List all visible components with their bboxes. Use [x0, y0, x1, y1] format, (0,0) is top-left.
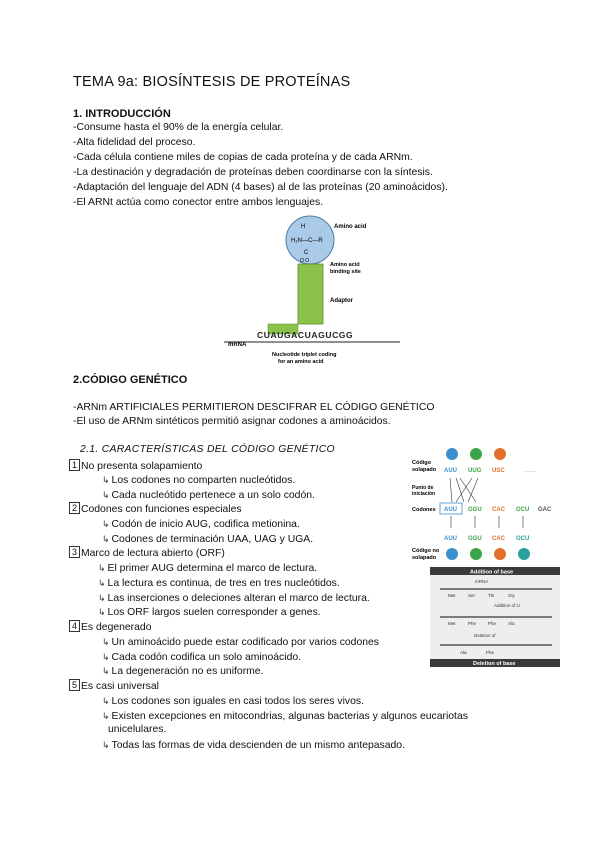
svg-text:GCU: GCU: [516, 507, 530, 513]
svg-text:H₂N—C—R: H₂N—C—R: [291, 238, 323, 244]
arrow-icon: ↳: [98, 607, 106, 617]
subsection-heading: 2.1. CARACTERÍSTICAS DEL CÓDIGO GENÉTICO: [80, 444, 335, 455]
caption-line-1: Nucleotide triplet coding: [272, 352, 337, 358]
adaptor-label: Adaptor: [330, 298, 353, 304]
bullet-item: ↳ Los codones son iguales en casi todos los seres vivos.: [102, 696, 364, 707]
item-text: Marco de lectura abierto (ORF): [81, 548, 225, 559]
code-line: -El uso de ARNm sintéticos permitió asignar codones a aminoácidos.: [73, 416, 391, 427]
svg-text:CAC: CAC: [492, 536, 505, 542]
bullet-item: ↳ Codón de inicio AUG, codifica metionina.: [102, 519, 300, 530]
arrow-icon: ↳: [102, 534, 110, 544]
bullet-item: ↳ Los codones no comparten nucleótidos.: [102, 475, 296, 486]
arrow-icon: ↳: [98, 593, 106, 603]
svg-text:Phe: Phe: [488, 621, 497, 626]
arrow-icon: ↳: [102, 652, 110, 662]
arrow-icon: ↳: [102, 519, 110, 529]
item-number: 1: [69, 459, 80, 471]
item-text: Codones con funciones especiales: [81, 504, 242, 515]
svg-text:Gly: Gly: [508, 593, 515, 598]
item-text: Es degenerado: [81, 622, 152, 633]
svg-text:Met: Met: [448, 621, 456, 626]
svg-text:Phe: Phe: [468, 621, 477, 626]
code-line: -ARNm ARTIFICIALES PERMITIERON DESCIFRAR EL CÓDIGO GENÉTICO: [73, 402, 435, 413]
svg-text:GCU: GCU: [516, 536, 530, 542]
section-heading-code: 2.CÓDIGO GENÉTICO: [73, 374, 188, 386]
svg-text:CAC: CAC: [492, 507, 505, 513]
svg-text:AUU: AUU: [444, 536, 457, 542]
bullet-item: ↳ Todas las formas de vida descienden de un mismo antepasado.: [102, 740, 405, 751]
arrow-icon: ↳: [102, 696, 110, 706]
svg-text:Thr: Thr: [488, 593, 495, 598]
codon-overlap-figure: [408, 442, 558, 564]
numbered-item: [69, 679, 159, 695]
item-text: Es casi universal: [81, 681, 159, 692]
bullet-item: ↳ Las inserciones o deleciones alteran el marco de lectura.: [98, 593, 370, 604]
intro-line: -Adaptación del lenguaje del ADN (4 bases) al de las proteínas (20 aminoácidos).: [73, 182, 448, 193]
arrow-icon: ↳: [102, 666, 110, 676]
arrow-icon: ↳: [102, 475, 110, 485]
svg-text:AUU: AUU: [444, 468, 457, 474]
arrow-icon: ↳: [102, 490, 110, 500]
svg-text:mRNA: mRNA: [475, 579, 489, 584]
svg-text:solapado: solapado: [412, 555, 437, 561]
svg-text:solapado: solapado: [412, 467, 437, 473]
mrna-bases: CUAUGACUAGUCGG: [257, 330, 354, 340]
svg-text:Ser: Ser: [468, 593, 476, 598]
item-number: 2: [69, 502, 80, 514]
intro-line: -Consume hasta el 90% de la energía celular.: [73, 122, 284, 133]
section-heading-intro: 1. INTRODUCCIÓN: [73, 108, 171, 120]
svg-text:Ala: Ala: [508, 621, 515, 626]
item-text: No presenta solapamiento: [81, 461, 203, 472]
bullet-item: ↳ Cada nucleótido pertenece a un solo codón.: [102, 490, 315, 501]
svg-text:C: C: [304, 250, 309, 256]
mrna-label: mRNA: [228, 342, 247, 348]
svg-text:Ala: Ala: [460, 650, 467, 655]
svg-text:Addition of base: Addition of base: [470, 569, 514, 576]
svg-text:Phe: Phe: [486, 650, 495, 655]
bullet-item: ↳ La degeneración no es uniforme.: [102, 666, 264, 677]
svg-text:Código no: Código no: [412, 548, 440, 554]
svg-text:GGU: GGU: [468, 507, 482, 513]
bullet-item: ↳ La lectura es continua, de tres en tres nucleótidos.: [98, 578, 340, 589]
arrow-icon: ↳: [98, 578, 106, 588]
bullet-item: ↳ Los ORF largos suelen corresponder a genes.: [98, 607, 321, 618]
intro-line: -Cada célula contiene miles de copias de cada proteína y de cada ARNm.: [73, 152, 413, 163]
bullet-item-continuation: unicelulares.: [108, 724, 167, 735]
svg-text:iniciación: iniciación: [412, 491, 436, 497]
svg-text:Código: Código: [412, 460, 431, 466]
item-number: 3: [69, 546, 80, 558]
binding-site-label-1: Amino acid: [330, 262, 360, 268]
svg-text:Met: Met: [448, 593, 456, 598]
arrow-icon: ↳: [102, 740, 110, 750]
svg-text:Codones: Codones: [412, 507, 436, 513]
svg-text:GGU: GGU: [468, 536, 482, 542]
item-number: 4: [69, 620, 80, 632]
caption-line-2: for an amino acid: [278, 359, 324, 364]
bullet-item: ↳ Existen excepciones en mitocondrias, algunas bacterias y algunos eucariotas: [102, 711, 468, 722]
intro-line: -La destinación y degradación de proteínas deben coordinarse con la síntesis.: [73, 167, 433, 178]
intro-line: -Alta fidelidad del proceso.: [73, 137, 196, 148]
frameshift-figure: [430, 567, 560, 667]
bullet-item: ↳ Codones de terminación UAA, UAG y UGA.: [102, 534, 314, 545]
arrow-icon: ↳: [102, 637, 110, 647]
svg-text:Punto de: Punto de: [412, 485, 434, 491]
svg-text:GAC: GAC: [538, 507, 552, 513]
trna-figure: [224, 214, 404, 364]
amino-acid-label: Amino acid: [334, 224, 367, 230]
bullet-item: ↳ Cada codón codifica un solo aminoácido.: [102, 652, 302, 663]
numbered-item: [69, 502, 242, 518]
binding-site-label-2: binding site: [330, 269, 361, 275]
svg-text:Deletion of base: Deletion of base: [473, 661, 516, 667]
bullet-item: ↳ El primer AUG determina el marco de lectura.: [98, 563, 318, 574]
arrow-icon: ↳: [102, 711, 110, 721]
numbered-item: [69, 620, 151, 636]
svg-text:.........: .........: [524, 468, 537, 474]
intro-line: -El ARNt actúa como conector entre ambos lenguajes.: [73, 197, 324, 208]
svg-text:Addition of U: Addition of U: [494, 603, 520, 608]
svg-text:Deletion of: Deletion of: [474, 633, 496, 638]
page-title: TEMA 9a: BIOSÍNTESIS DE PROTEÍNAS: [73, 74, 351, 90]
numbered-item: [69, 546, 225, 562]
svg-text:USC: USC: [492, 468, 505, 474]
svg-text:H: H: [301, 224, 306, 230]
bullet-item: ↳ Un aminoácido puede estar codificado por varios codones: [102, 637, 379, 648]
svg-text:O O: O O: [300, 258, 310, 264]
svg-text:UUG: UUG: [468, 468, 482, 474]
item-number: 5: [69, 679, 80, 691]
svg-text:AUU: AUU: [444, 507, 457, 513]
arrow-icon: ↳: [98, 563, 106, 573]
